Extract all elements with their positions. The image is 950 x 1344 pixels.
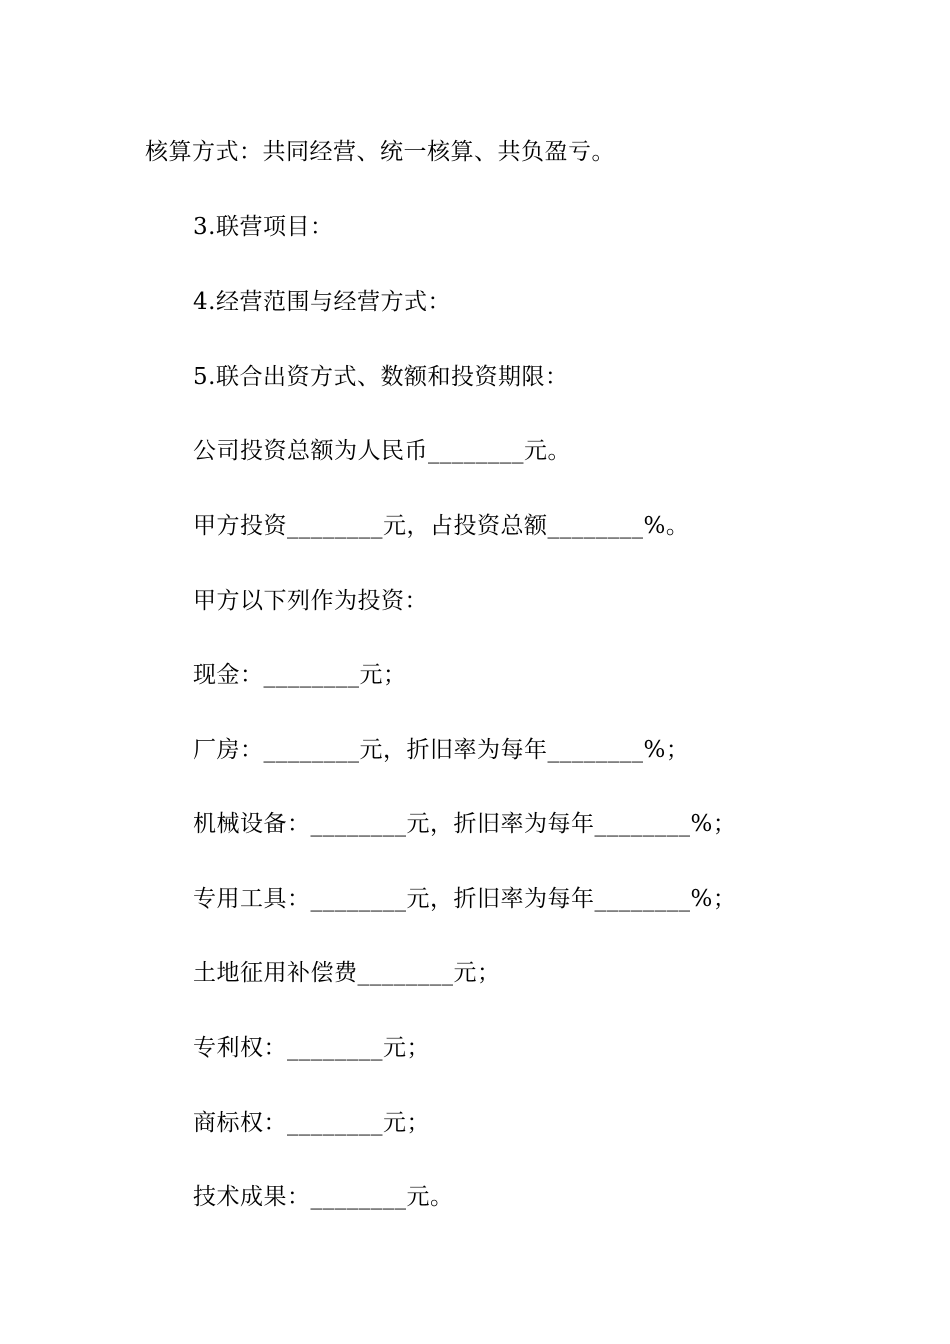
total-investment-line: 公司投资总额为人民币________元。 (193, 438, 571, 464)
business-scope-heading: 4.经营范围与经营方式： (193, 289, 451, 315)
accounting-method-line: 核算方式：共同经营、统一核算、共负盈亏。 (145, 139, 615, 165)
patent-line: 专利权：________元； (193, 1035, 430, 1061)
technology-line: 技术成果：________元。 (193, 1184, 454, 1210)
investment-method-heading: 5.联合出资方式、数额和投资期限： (193, 364, 569, 390)
joint-project-heading: 3.联营项目： (193, 214, 334, 240)
cash-line: 现金：________元； (193, 662, 407, 688)
special-tools-line: 专用工具：________元，折旧率为每年________%； (193, 886, 737, 912)
machinery-line: 机械设备：________元，折旧率为每年________%； (193, 811, 737, 837)
trademark-line: 商标权：________元； (193, 1110, 430, 1136)
land-compensation-line: 土地征用补偿费________元； (193, 960, 501, 986)
party-a-investment-line: 甲方投资________元，占投资总额________%。 (193, 513, 690, 539)
party-a-contribution-intro: 甲方以下列作为投资： (193, 588, 428, 614)
plant-line: 厂房：________元，折旧率为每年________%； (193, 737, 690, 763)
